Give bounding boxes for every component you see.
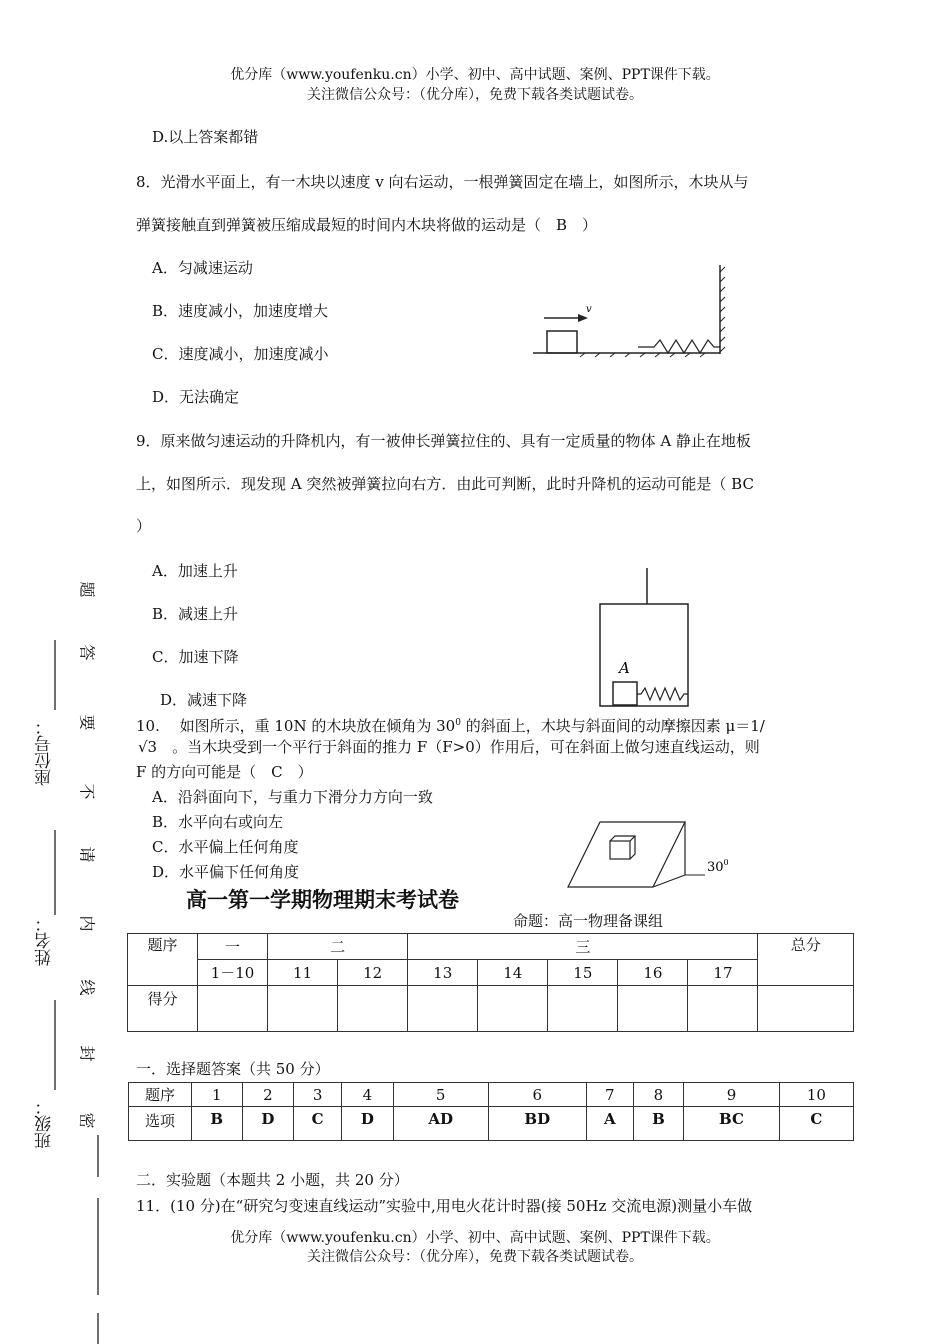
- answer-table-header: 9: [684, 1083, 780, 1107]
- score-table-score-label: 得分: [128, 986, 198, 1032]
- score-table-header-total: 总分: [758, 934, 854, 986]
- seal-char: 不: [77, 783, 97, 800]
- answer-table-header: 10: [779, 1083, 853, 1107]
- score-cell[interactable]: [478, 986, 548, 1032]
- answer-table-label: 选项: [129, 1107, 192, 1141]
- answer-table-header: 6: [488, 1083, 587, 1107]
- q9-text-line3: ）: [136, 517, 152, 535]
- answer-table-header: 2: [242, 1083, 294, 1107]
- score-cell[interactable]: [758, 986, 854, 1032]
- sidebar-seat-label: 座位号：: [35, 718, 55, 786]
- answer-table-header: 4: [342, 1083, 394, 1107]
- section1-heading: 一．选择题答案（共 50 分）: [136, 1060, 330, 1078]
- seal-char: 内: [77, 915, 97, 932]
- answer-cell: A: [587, 1107, 634, 1141]
- seal-char: 题: [77, 581, 97, 598]
- q9-option-a: A．加速上升: [152, 562, 238, 580]
- score-table-sub: 1－10: [197, 960, 267, 986]
- seal-char: 线: [77, 979, 97, 996]
- answer-table-header: 题序: [129, 1083, 192, 1107]
- header-line1: 优分库（www.youfenku.cn）小学、初中、高中试题、案例、PPT课件下载。: [230, 67, 720, 83]
- q10-text-line2: √3 。当木块受到一个平行于斜面的推力 F（F>0）作用后，可在斜面上做匀速直线运动，则: [138, 738, 760, 756]
- q9-option-d: D．减速下降: [160, 691, 248, 709]
- q9-option-b: B．减速上升: [152, 605, 239, 623]
- score-table-header-part1: 一: [197, 934, 267, 960]
- header-line2: 关注微信公众号：（优分库），免费下载各类试题试卷。: [307, 87, 643, 103]
- sidebar-seal-line: [88, 1135, 108, 1344]
- score-table-sub: 11: [268, 960, 338, 986]
- q10-option-b: B．水平向右或向左: [152, 813, 284, 831]
- score-table-sub: 12: [338, 960, 408, 986]
- answer-table: [128, 1082, 854, 1141]
- seal-char: 请: [77, 846, 97, 863]
- q10-option-c: C．水平偏上任何角度: [152, 838, 299, 856]
- section2-heading: 二．实验题（本题共 2 小题，共 20 分）: [136, 1171, 409, 1189]
- score-cell[interactable]: [408, 986, 478, 1032]
- answer-table-header: 5: [393, 1083, 488, 1107]
- seal-char: 要: [77, 714, 97, 731]
- q8-option-b: B．速度减小，加速度增大: [152, 302, 329, 320]
- answer-cell: BD: [488, 1107, 587, 1141]
- score-table-sub: 16: [618, 960, 688, 986]
- answer-table-header: 7: [587, 1083, 634, 1107]
- answer-table-header: 3: [294, 1083, 342, 1107]
- q8-option-c: C．速度减小，加速度减小: [152, 345, 329, 363]
- answer-cell: B: [192, 1107, 243, 1141]
- score-cell[interactable]: [338, 986, 408, 1032]
- answer-table-header: 1: [192, 1083, 243, 1107]
- score-cell[interactable]: [268, 986, 338, 1032]
- sidebar-class-label: 班级：: [35, 1098, 55, 1149]
- q9-option-c: C．加速下降: [152, 648, 239, 666]
- score-cell[interactable]: [618, 986, 688, 1032]
- q8-spring-block-figure: [530, 262, 730, 362]
- footer-line1: 优分库（www.youfenku.cn）小学、初中、高中试题、案例、PPT课件下载。: [230, 1230, 720, 1246]
- seal-char: 密: [77, 1112, 97, 1129]
- score-cell[interactable]: [688, 986, 758, 1032]
- answer-cell: C: [294, 1107, 342, 1141]
- q10-text-line3: F 的方向可能是（ C ）: [136, 763, 313, 781]
- seal-char: 封: [77, 1045, 97, 1062]
- score-cell[interactable]: [197, 986, 267, 1032]
- q10-option-a: A．沿斜面向下，与重力下滑分力方向一致: [152, 788, 433, 806]
- score-table-sub: 13: [408, 960, 478, 986]
- q7-option-d: D.以上答案都错: [152, 128, 259, 146]
- score-table: [127, 933, 854, 1032]
- answer-cell: D: [242, 1107, 294, 1141]
- q10-text-line1: 10. 如图所示，重 10N 的木块放在倾角为 $30^0$ 的斜面上，木块与斜面间的动摩擦因素 μ＝1/: [136, 717, 765, 735]
- q9-text-line1: 9．原来做匀速运动的升降机内，有一被伸长弹簧拉住的、具有一定质量的物体 A 静止在地板: [136, 432, 751, 450]
- answer-cell: D: [342, 1107, 394, 1141]
- score-cell[interactable]: [548, 986, 618, 1032]
- exam-author: 命题：高一物理备课组: [513, 912, 664, 930]
- score-table-sub: 14: [478, 960, 548, 986]
- q8-option-a: A．匀减速运动: [152, 259, 253, 277]
- q10-option-d: D．水平偏下任何角度: [152, 863, 300, 881]
- q9-text-line2: 上，如图所示．现发现 A 突然被弹簧拉向右方．由此可判断，此时升降机的运动可能是（ BC: [136, 475, 754, 493]
- q10-angle-label: $30^0$: [707, 858, 729, 875]
- q8-option-d: D．无法确定: [152, 388, 240, 406]
- answer-cell: BC: [684, 1107, 780, 1141]
- q8-text-line1: 8．光滑水平面上，有一木块以速度 v 向右运动，一根弹簧固定在墙上，如图所示，木块从与: [136, 173, 749, 191]
- score-table-header-part2: 二: [268, 934, 408, 960]
- q10-incline-figure: [560, 815, 740, 895]
- score-table-header-part3: 三: [408, 934, 758, 960]
- q8-text-line2: 弹簧接触直到弹簧被压缩成最短的时间内木块将做的运动是（ B ）: [136, 216, 598, 234]
- score-table-header-order: 题序: [128, 934, 198, 986]
- footer-line2: 关注微信公众号：（优分库），免费下载各类试题试卷。: [307, 1249, 643, 1265]
- q9-object-label: A: [619, 659, 630, 677]
- answer-cell: C: [779, 1107, 853, 1141]
- answer-cell: AD: [393, 1107, 488, 1141]
- q9-elevator-figure: [595, 563, 695, 713]
- sidebar-name-label: 姓名：: [35, 915, 55, 966]
- exam-title: 高一第一学期物理期末考试卷: [186, 888, 459, 912]
- seal-char: 答: [77, 644, 97, 661]
- q11-text: 11．(10 分)在“研究匀变速直线运动”实验中,用电火花计时器(接 50Hz 交流电源)测量小车做: [136, 1197, 753, 1215]
- sidebar-blank-lines: [45, 630, 65, 1130]
- q8-velocity-label: v: [586, 304, 592, 315]
- answer-table-header: 8: [633, 1083, 684, 1107]
- answer-cell: B: [633, 1107, 684, 1141]
- score-table-sub: 17: [688, 960, 758, 986]
- score-table-sub: 15: [548, 960, 618, 986]
